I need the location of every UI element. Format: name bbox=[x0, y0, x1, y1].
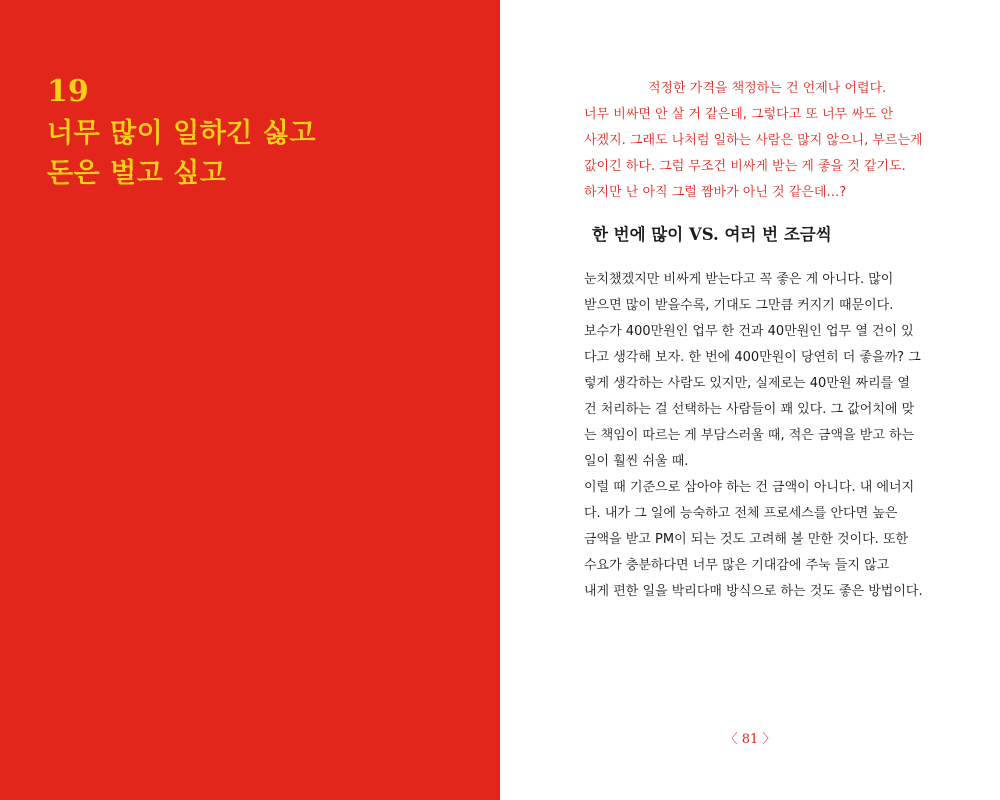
intro-line: 적정한 가격을 책정하는 건 언제나 어렵다. bbox=[648, 81, 887, 96]
body-line: 렇게 생각하는 사람도 있지만, 실제로는 40만원 짜리를 열 bbox=[584, 376, 910, 391]
intro-line: 값이긴 하다. 그럼 무조건 비싸게 받는 게 좋을 것 같기도. bbox=[584, 159, 906, 174]
chapter-title bbox=[47, 114, 316, 194]
page-number: 〈 81 〉 bbox=[724, 732, 776, 747]
intro-line: 너무 비싸면 안 살 거 같은데, 그렇다고 또 너무 싸도 안 bbox=[584, 107, 894, 122]
body-line: 금액을 받고 PM이 되는 것도 고려해 볼 만한 것이다. 또한 bbox=[584, 532, 909, 547]
body-line: 일이 훨씬 쉬울 때. bbox=[584, 454, 689, 469]
body-line: 다. 내가 그 일에 능숙하고 전체 프로세스를 안다면 높은 bbox=[584, 506, 898, 521]
body-line: 건 처리하는 걸 선택하는 사람들이 꽤 있다. 그 값어치에 맞 bbox=[584, 402, 915, 417]
chapter-number: 19 bbox=[47, 74, 89, 109]
section-heading: 한 번에 많이 VS. 여러 번 조금씩 bbox=[592, 225, 832, 244]
intro-line: 사겠지. 그래도 나처럼 일하는 사람은 많지 않으니, 부르는게 bbox=[584, 133, 923, 148]
body-line: 내게 편한 일을 박리다매 방식으로 하는 것도 좋은 방법이다. bbox=[584, 584, 923, 599]
intro-paragraph bbox=[584, 76, 954, 206]
chapter-title-line: 돈은 벌고 싶고 bbox=[47, 158, 227, 189]
body-line: 는 책임이 따르는 게 부담스러울 때, 적은 금액을 받고 하는 bbox=[584, 428, 915, 443]
body-line: 보수가 400만원인 업무 한 건과 40만원인 업무 열 건이 있 bbox=[584, 324, 914, 339]
body-line: 이럴 때 기준으로 삼아야 하는 건 금액이 아니다. 내 에너지 bbox=[584, 480, 915, 495]
body-line: 다고 생각해 보자. 한 번에 400만원이 당연히 더 좋을까? 그 bbox=[584, 350, 921, 365]
right-page bbox=[500, 0, 1000, 800]
body-paragraph bbox=[584, 267, 954, 605]
chapter-title-line: 너무 많이 일하긴 싫고 bbox=[47, 118, 316, 149]
intro-line: 하지만 난 아직 그럴 짬바가 아닌 것 같은데…? bbox=[584, 185, 847, 200]
body-line: 수요가 충분하다면 너무 많은 기대감에 주눅 들지 않고 bbox=[584, 558, 890, 573]
body-line: 눈치챘겠지만 비싸게 받는다고 꼭 좋은 게 아니다. 많이 bbox=[584, 272, 894, 287]
body-line: 받으면 많이 받을수록, 기대도 그만큼 커지기 때문이다. bbox=[584, 298, 894, 313]
